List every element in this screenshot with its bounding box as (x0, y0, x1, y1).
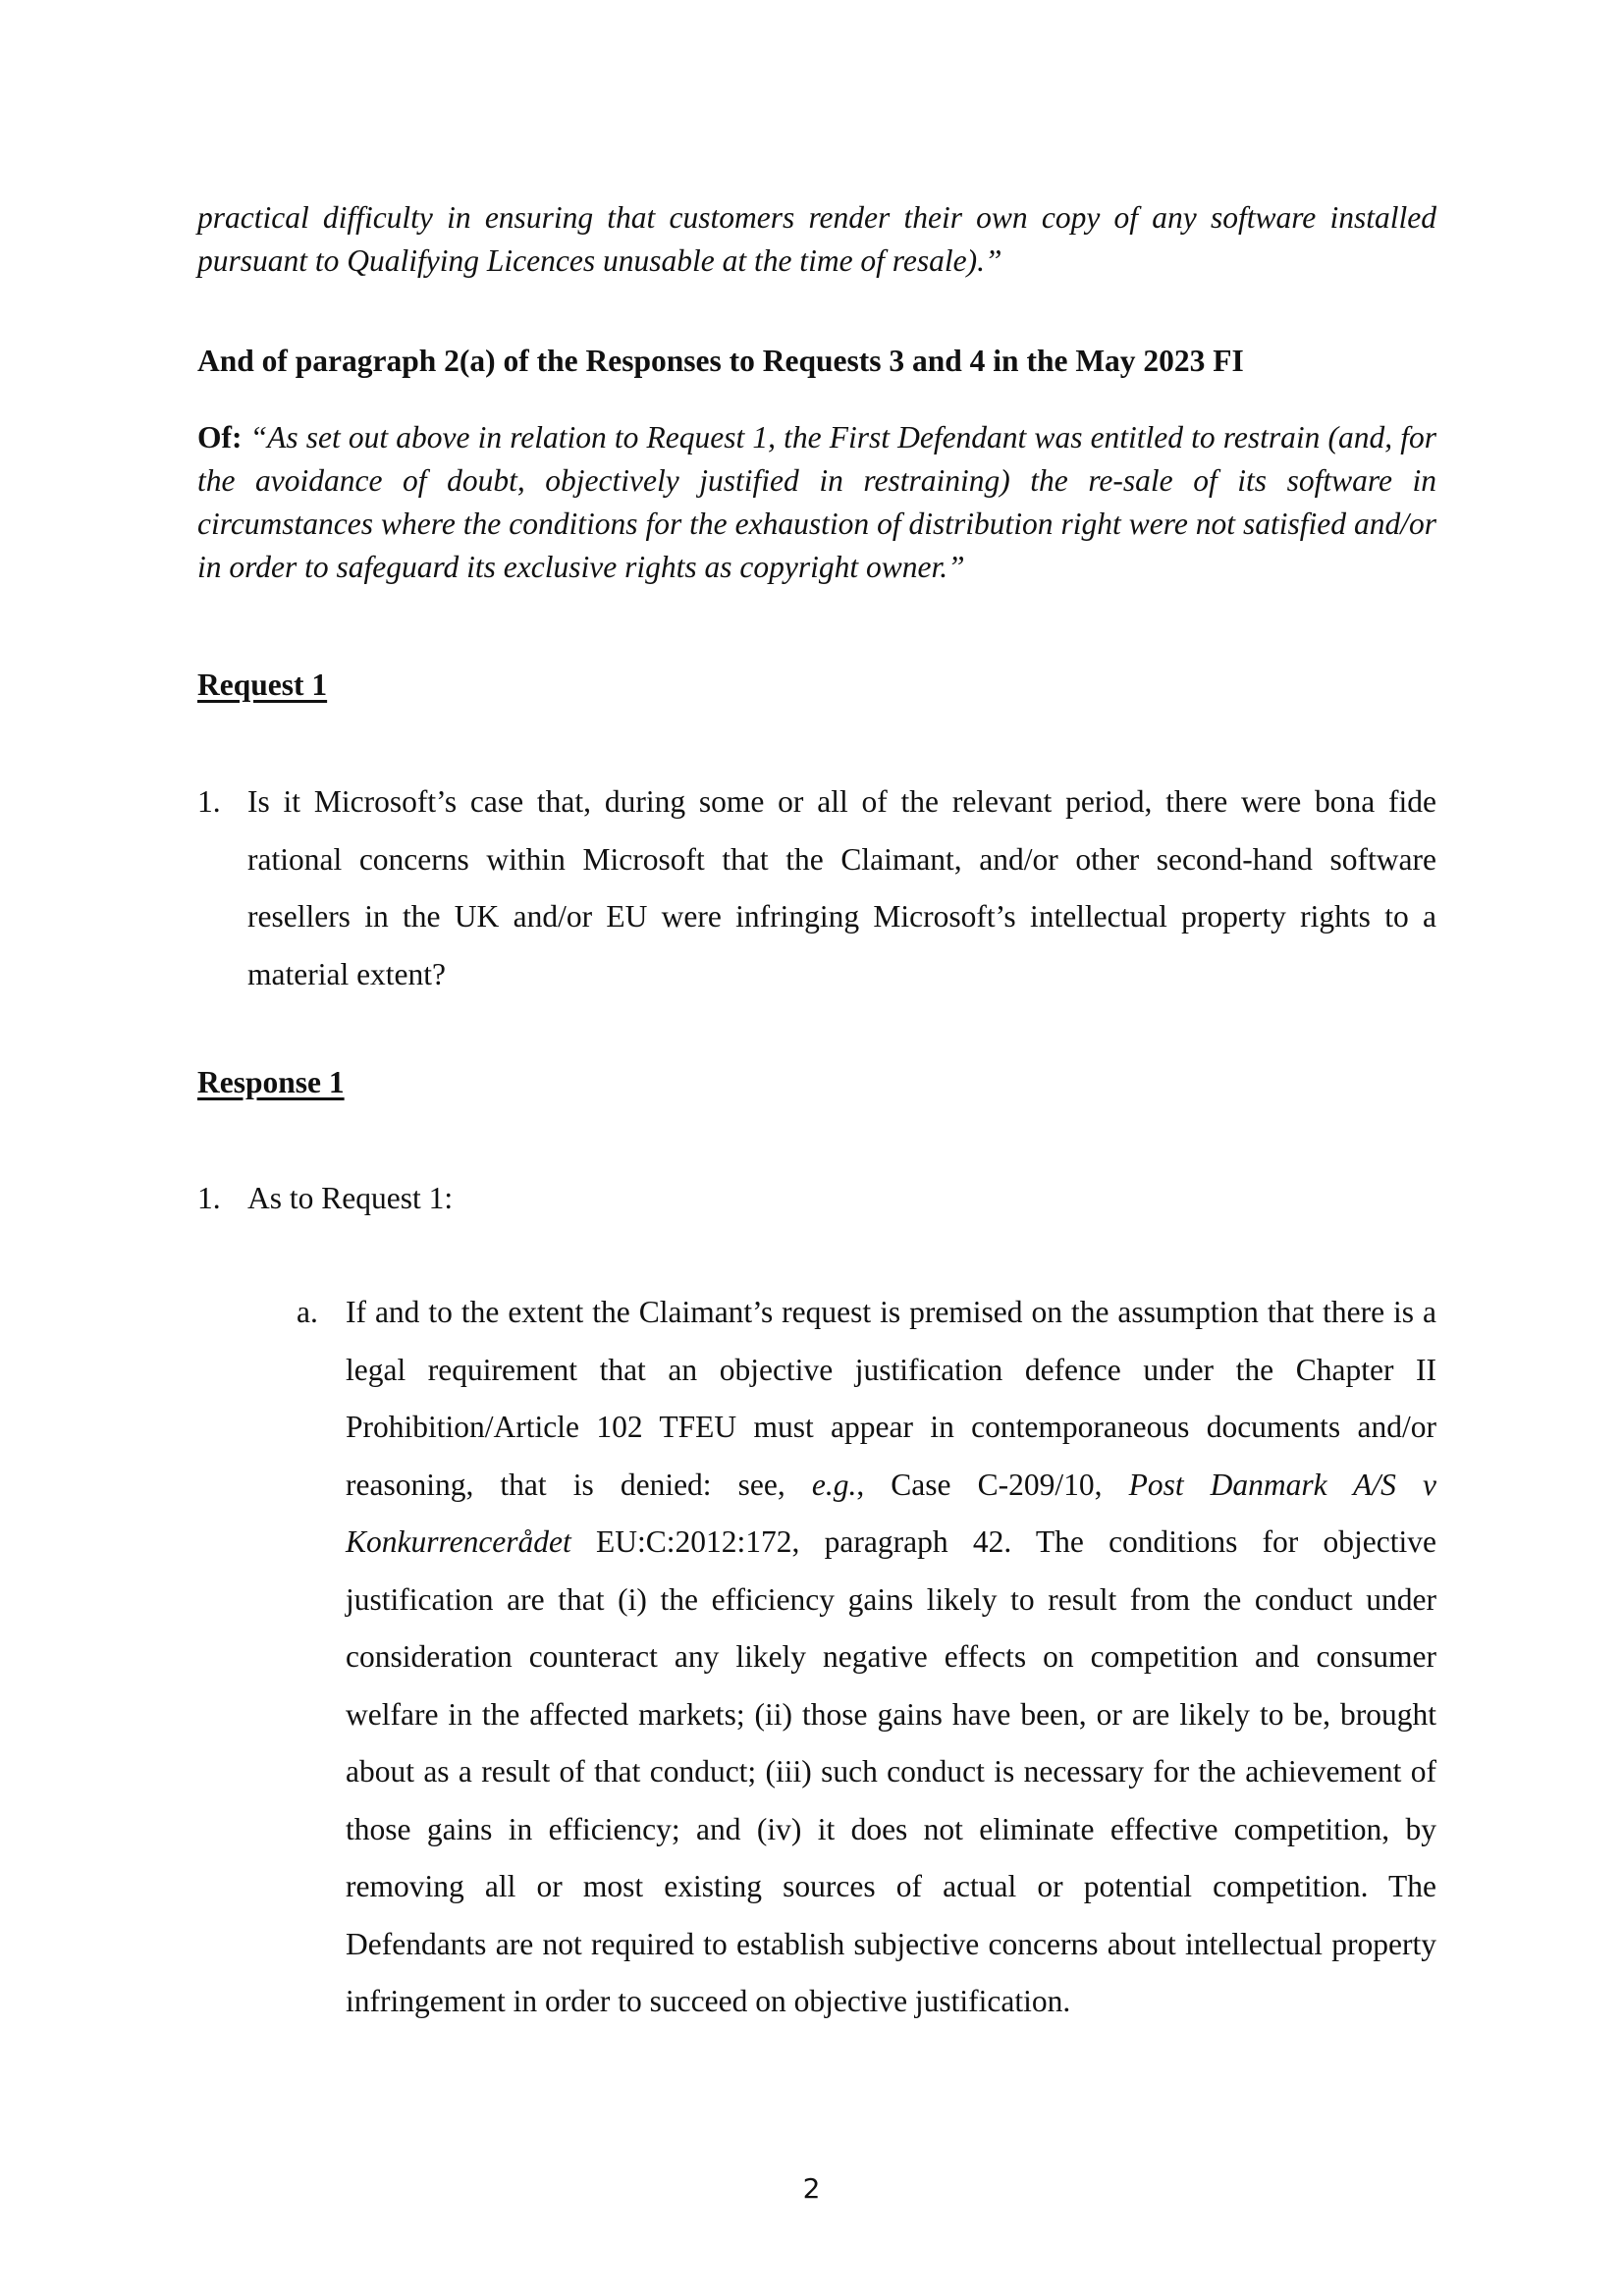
response-item-text: As to Request 1: (247, 1181, 454, 1215)
subitem-text-part2: , Case C-209/10, (856, 1467, 1129, 1502)
response-subitem (297, 1284, 1436, 2030)
response-subitem-text (346, 1284, 1436, 2031)
page-number: 2 (802, 2172, 821, 2205)
request-heading: Request 1 (197, 667, 328, 702)
response-subitem-letter: a. (297, 1295, 318, 1329)
subitem-text-part1: If and to the extent the Claimant’s request is premised on the assumption that there is a legal requirement that an objective justification defence under the Chapter II Prohibition/Article 102 TFEU must appear in contemporaneous documents and/or reasoning, that is denied: see, (346, 1295, 1436, 1502)
response-heading-container (197, 1061, 1436, 1104)
subitem-text-part3: EU:C:2012:172, paragraph 42. The conditions for objective justification are that (i) the efficiency gains likely to result from the conduct under consideration counteract any likely negative effects on competition and consumer welfare in the affected markets; (ii) those gains have been, or are likely to be, brought about as a result of that conduct; (iii) such conduct is necessary for the achievement of those gains in efficiency; and (iv) it does not eliminate effective competition, by removing all or most existing sources of actual or potential competition. The Defendants are not required to establish subjective concerns about intellectual property infringement in order to succeed on objective justification. (346, 1524, 1436, 2018)
of-quote-text: “As set out above in relation to Request 1, the First Defendant was entitled to restrain (and, for the avoidance of doubt, objectively justified in restraining) the re-sale of its software in circumstances where the conditions for the exhaustion of distribution right were not satisfied and/or in order to safeguard its exclusive rights as copyright owner.” (197, 420, 1436, 584)
of-label: Of: (197, 420, 243, 454)
request-list-item (197, 774, 1436, 1009)
continuation-quote: practical difficulty in ensuring that customers render their own copy of any software installed pursuant to Qualifying Licences unusable at the time of resale).” (197, 200, 1436, 278)
response-heading: Response 1 (197, 1065, 345, 1099)
request-item-text: Is it Microsoft’s case that, during some or all of the relevant period, there were bona fide rational concerns within Microsoft that the Claimant, and/or other second-hand software resellers in the UK and/or EU were infringing Microsoft’s intellectual property rights to a material extent? (247, 784, 1436, 991)
request-item-number: 1. (197, 784, 221, 819)
request-heading-container (197, 664, 1436, 707)
subitem-case-name: Post Danmark A/S v Konkurrencerådet (346, 1467, 1436, 1559)
response-list-item (197, 1170, 1436, 1229)
subitem-eg: e.g. (811, 1467, 857, 1502)
response-item-number: 1. (197, 1181, 221, 1215)
of-quote-paragraph (197, 416, 1436, 589)
section-heading: And of paragraph 2(a) of the Responses to Requests 3 and 4 in the May 2023 FI (197, 344, 1244, 378)
